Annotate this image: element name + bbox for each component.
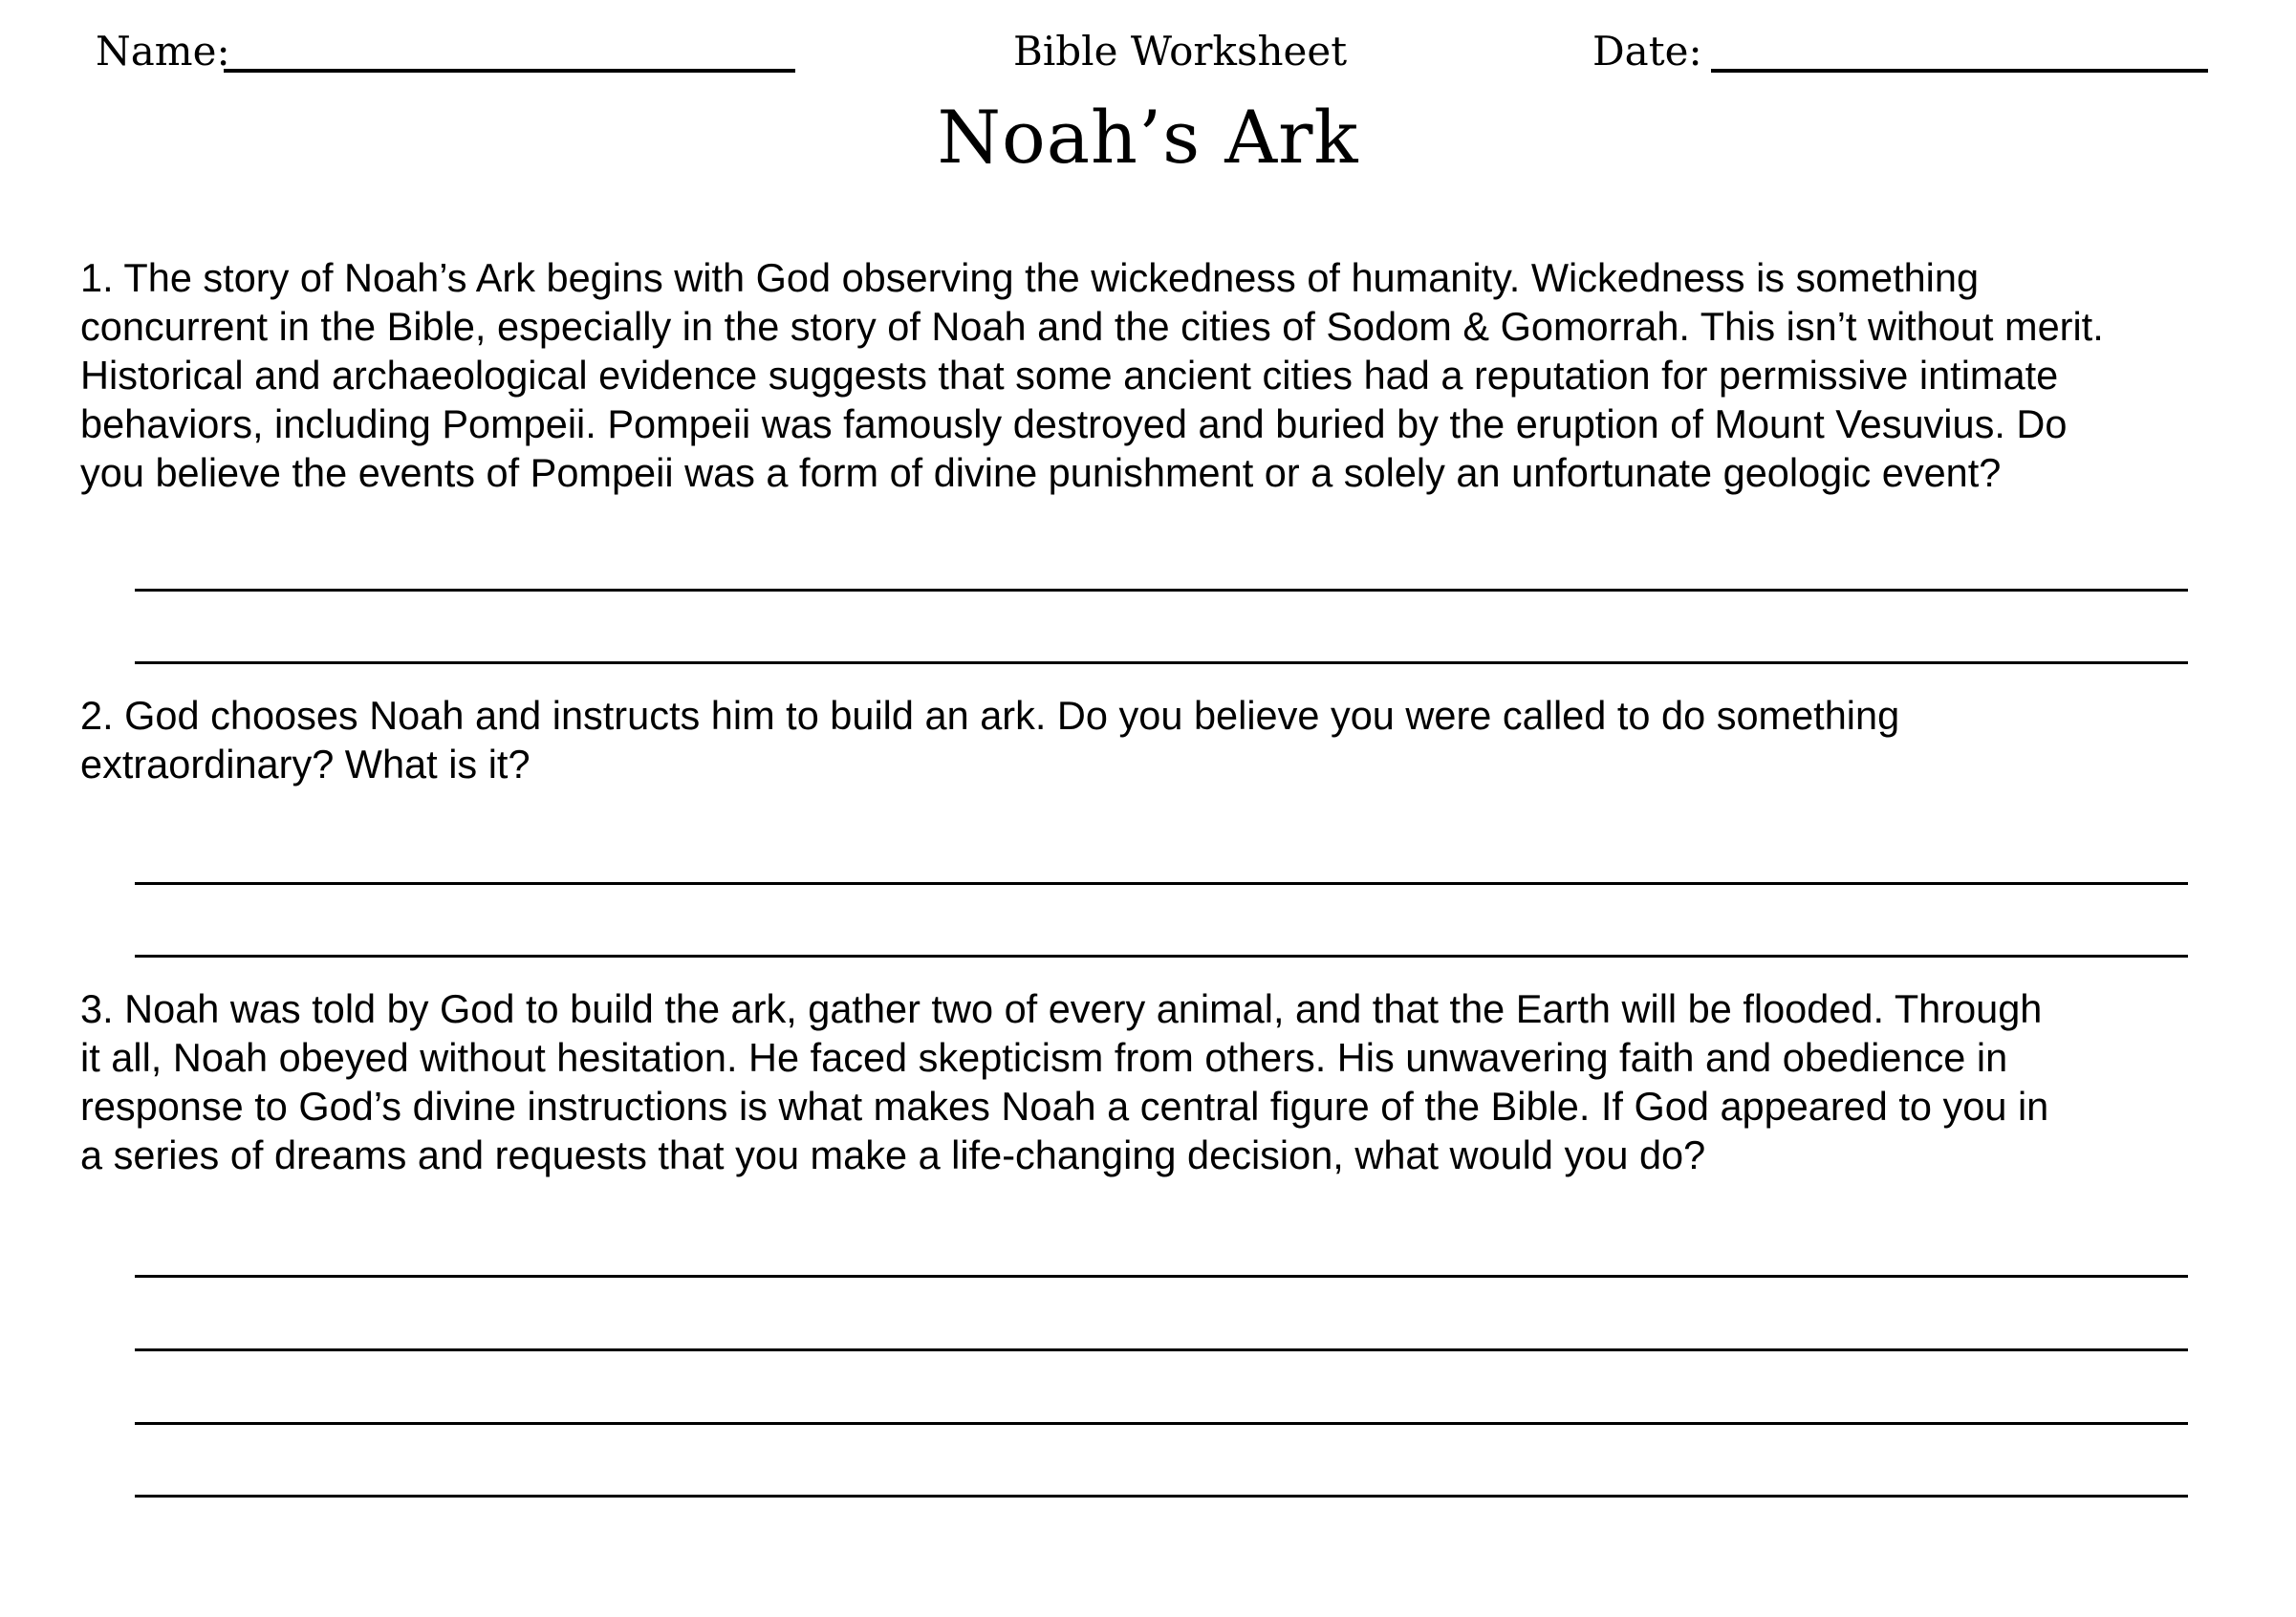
question-1 xyxy=(80,253,2104,497)
answer-line xyxy=(135,1348,2188,1351)
question-text-line: 1. The story of Noah’s Ark begins with God observing the wickedness of humanity. Wickedness is something xyxy=(80,255,1980,300)
question-text-line: concurrent in the Bible, especially in the story of Noah and the cities of Sodom & Gomorrah. This isn’t without merit. xyxy=(80,304,2104,349)
answer-line xyxy=(135,955,2188,958)
question-text-line: a series of dreams and requests that you make a life-changing decision, what would you do? xyxy=(80,1132,1706,1177)
answer-line xyxy=(135,882,2188,885)
answer-line xyxy=(135,1422,2188,1425)
question-3 xyxy=(80,984,2048,1179)
date-label: Date: xyxy=(1592,28,1702,75)
name-label: Name: xyxy=(96,28,230,75)
question-text-line: behaviors, including Pompeii. Pompeii was famously destroyed and buried by the eruption of Mount Vesuvius. Do xyxy=(80,401,2068,446)
answer-line xyxy=(135,661,2188,664)
question-text-line: 2. God chooses Noah and instructs him to build an ark. Do you believe you were called to do something xyxy=(80,693,1900,738)
answer-line xyxy=(135,589,2188,592)
question-text-line: 3. Noah was told by God to build the ark, gather two of every animal, and that the Earth will be flooded. Through xyxy=(80,986,2043,1031)
question-text-line: response to God’s divine instructions is what makes Noah a central figure of the Bible. If God appeared to you in xyxy=(80,1084,2049,1129)
page-title: Noah’s Ark xyxy=(937,95,1359,180)
name-blank-line xyxy=(224,69,795,73)
question-text-line: it all, Noah obeyed without hesitation. He faced skepticism from others. His unwavering faith and obedience in xyxy=(80,1035,2008,1080)
question-text-line: Historical and archaeological evidence suggests that some ancient cities had a reputation for permissive intimate xyxy=(80,353,2059,398)
question-2 xyxy=(80,691,1899,788)
question-text-line: you believe the events of Pompeii was a form of divine punishment or a solely an unfortunate geologic event? xyxy=(80,450,2002,495)
answer-line xyxy=(135,1495,2188,1498)
worksheet-label: Bible Worksheet xyxy=(1013,28,1348,75)
question-text-line: extraordinary? What is it? xyxy=(80,742,531,787)
answer-line xyxy=(135,1275,2188,1278)
date-blank-line xyxy=(1711,69,2208,73)
